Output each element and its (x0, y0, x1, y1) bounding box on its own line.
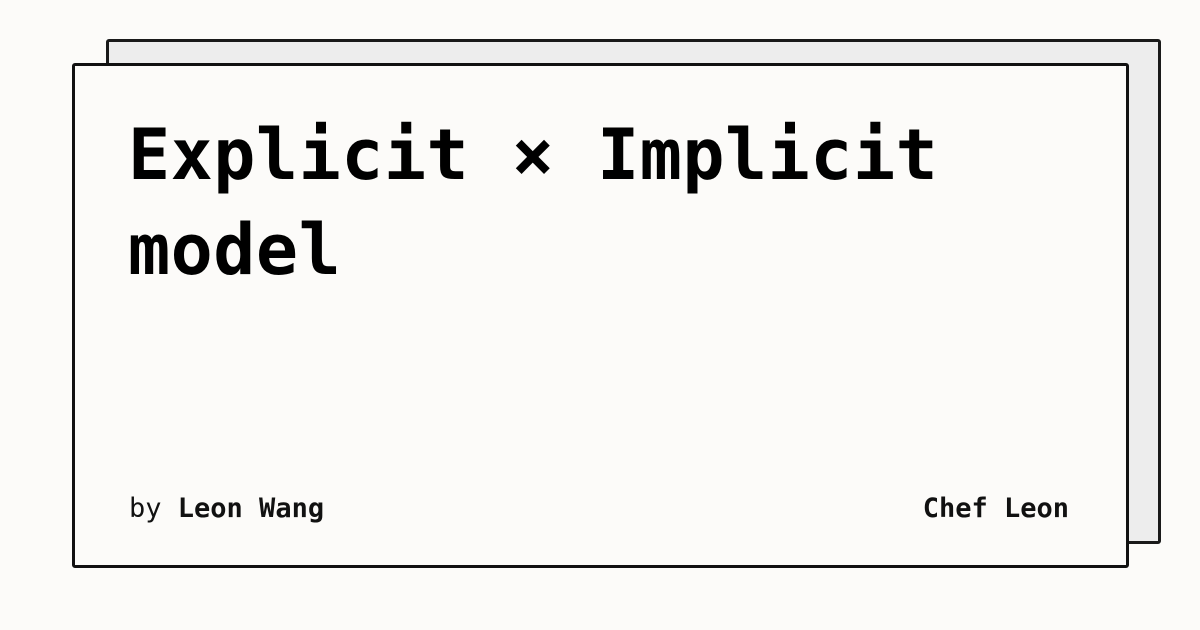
site-name: Chef Leon (922, 493, 1069, 524)
byline-prefix: by (129, 493, 162, 524)
author-name: Leon Wang (177, 493, 325, 524)
byline (129, 492, 324, 526)
post-title: Explicit × Implicit model (128, 114, 939, 291)
